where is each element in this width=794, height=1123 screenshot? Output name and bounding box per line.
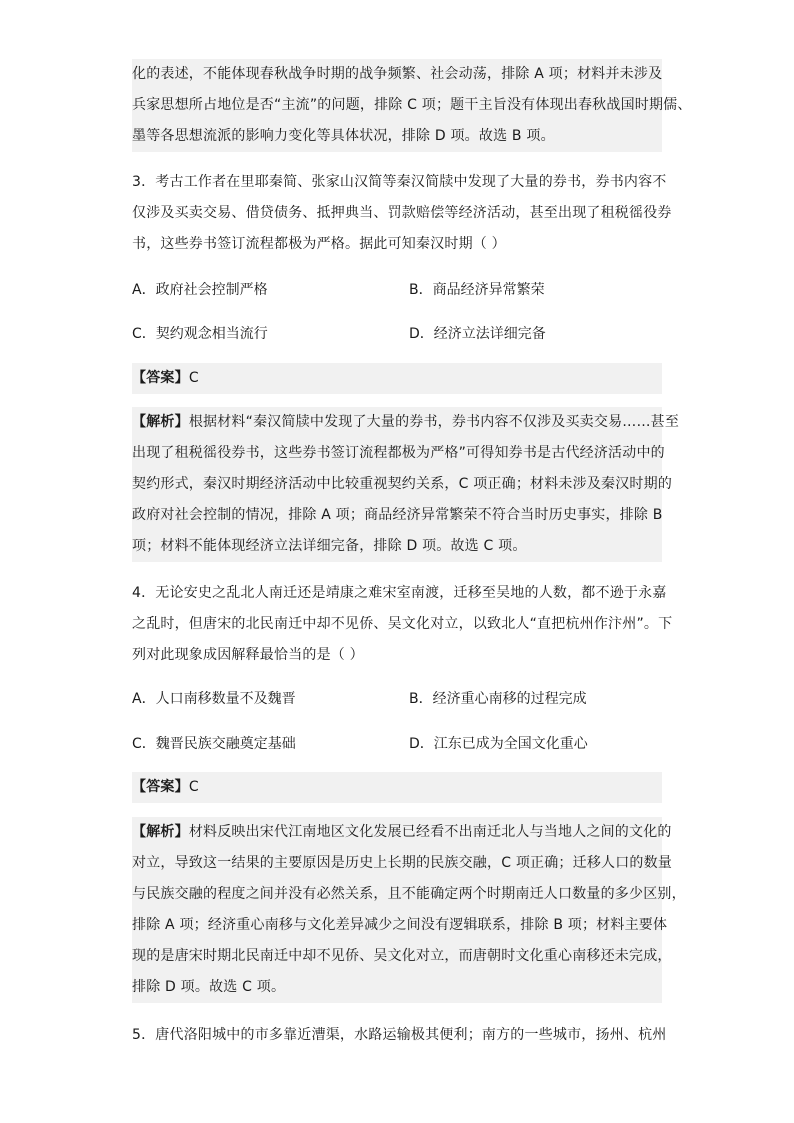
text-line: 5．唐代洛阳城中的市多靠近漕渠，水路运输极其便利；南方的一些城市，扬州、杭州: [132, 1027, 667, 1043]
question-3-options-row-1: [132, 275, 662, 306]
question-3-stem: [132, 167, 672, 260]
text-line: 与民族交融的程度之间并没有必然关系，且不能确定两个时期南迁人口数量的多少区别，: [132, 886, 686, 902]
option-a: A．人口南移数量不及魏晋: [132, 691, 296, 707]
option-c: C．契约观念相当流行: [132, 326, 268, 342]
question-4-options-row-2: [132, 729, 662, 760]
text-line: 排除 D 项。故选 C 项。: [132, 979, 286, 995]
text-line: 4．无论安史之乱北人南迁还是靖康之难宋室南渡，迁移至吴地的人数，都不逊于永嘉: [132, 585, 667, 601]
answer-value: C: [188, 370, 199, 386]
option-b: B．商品经济异常繁荣: [409, 282, 545, 298]
text-line: 契约形式，秦汉时期经济活动中比较重视契约关系，C 项正确；材料未涉及秦汉时期的: [132, 476, 673, 492]
text-line: 政府对社会控制的情况，排除 A 项；商品经济异常繁荣不符合当时历史事实，排除 B: [132, 507, 663, 523]
question-4-options-row-1: [132, 684, 662, 715]
text-line: 化的表述，不能体现春秋战争时期的战争频繁、社会动荡，排除 A 项；材料并未涉及: [132, 66, 663, 82]
answer-label: 【答案】: [132, 370, 189, 386]
text-line: 根据材料“秦汉简牍中发现了大量的券书，券书内容不仅涉及买卖交易……甚至: [188, 414, 680, 430]
option-a: A．政府社会控制严格: [132, 282, 268, 298]
analysis-label: 【解析】: [132, 414, 189, 430]
text-line: 仅涉及买卖交易、借贷债务、抵押典当、罚款赔偿等经济活动，甚至出现了租税徭役券: [132, 205, 672, 221]
text-line: 现的是唐宋时期北民南迁中却不见侨、吴文化对立，而唐朝时文化重心南移还未完成，: [132, 948, 672, 964]
option-d: D．经济立法详细完备: [409, 326, 546, 342]
answer-label: 【答案】: [132, 779, 189, 795]
option-c: C．魏晋民族交融奠定基础: [132, 736, 296, 752]
text-line: 兵家思想所占地位是否“主流”的问题，排除 C 项；题干主旨没有体现出春秋战国时期儒、: [132, 97, 692, 113]
option-d: D．江东已成为全国文化重心: [409, 736, 588, 752]
text-line: 墨等各思想流派的影响力变化等具体状况，排除 D 项。故选 B 项。: [132, 128, 555, 144]
text-line: 排除 A 项；经济重心南移与文化差异减少之间没有逻辑联系，排除 B 项；材料主要体: [132, 917, 668, 933]
question-3-answer: [132, 363, 662, 394]
question-3-analysis: [132, 407, 680, 562]
question-4-analysis: [132, 817, 686, 1003]
question-5-stem: [132, 1020, 667, 1051]
text-line: 3．考古工作者在里耶秦简、张家山汉简等秦汉简牍中发现了大量的券书，券书内容不: [132, 174, 667, 190]
text-line: 之乱时，但唐宋的北民南迁中却不见侨、吴文化对立，以致北人“直把杭州作汴州”。下: [132, 616, 673, 632]
text-line: 书，这些券书签订流程都极为严格。据此可知秦汉时期（ ）: [132, 236, 506, 252]
text-line: 出现了租税徭役券书，这些券书签订流程都极为严格”可得知券书是古代经济活动中的: [132, 445, 665, 461]
prev-analysis-continuation: [132, 59, 692, 152]
question-3-options-row-2: [132, 319, 662, 350]
text-line: 列对此现象成因解释最恰当的是（ ）: [132, 647, 364, 663]
question-4-stem: [132, 578, 673, 671]
option-b: B．经济重心南移的过程完成: [409, 691, 587, 707]
question-4-answer: [132, 772, 662, 803]
answer-value: C: [188, 779, 199, 795]
analysis-label: 【解析】: [132, 824, 189, 840]
text-line: 项；材料不能体现经济立法详细完备，排除 D 项。故选 C 项。: [132, 538, 527, 554]
text-line: 材料反映出宋代江南地区文化发展已经看不出南迁北人与当地人之间的文化的: [188, 824, 672, 840]
text-line: 对立，导致这一结果的主要原因是历史上长期的民族交融，C 项正确；迁移人口的数量: [132, 855, 673, 871]
